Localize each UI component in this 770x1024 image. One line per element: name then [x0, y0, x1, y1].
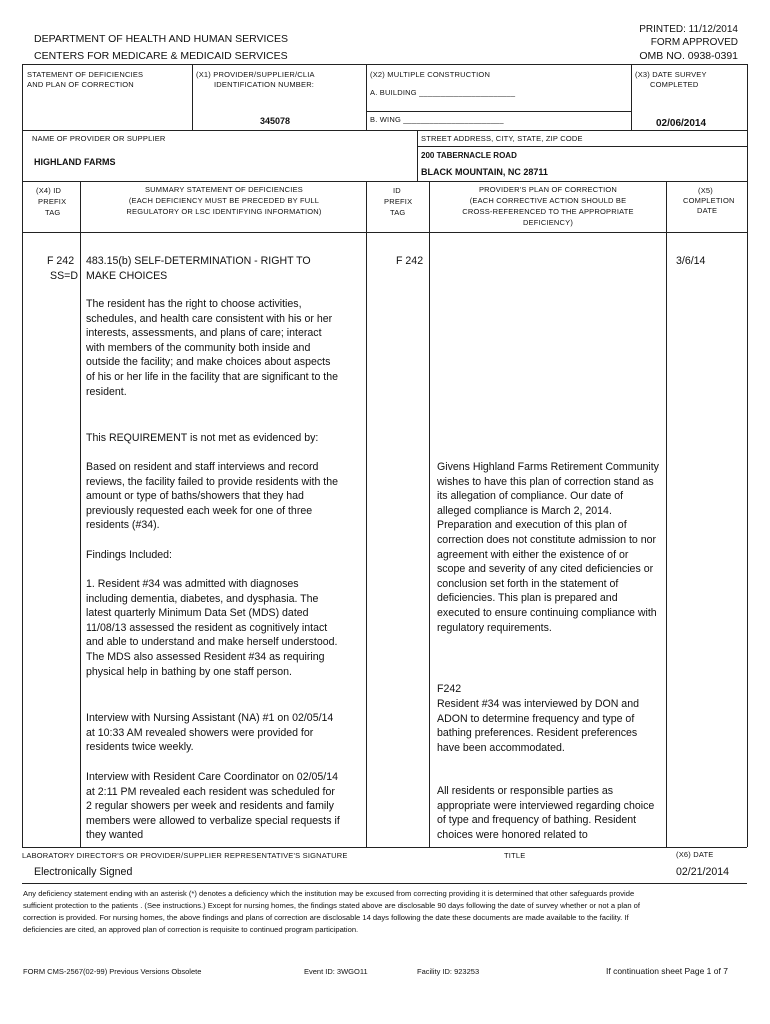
building-line: A. BUILDING ______________________	[370, 88, 516, 97]
x4-id-label: (X4) ID	[36, 186, 62, 195]
facility-id: Facility ID: 923253	[417, 967, 480, 976]
x6-date-label: (X6) DATE	[676, 850, 714, 859]
x4-prefix-label: PREFIX	[38, 197, 67, 206]
wing-line: B. WING _______________________	[370, 115, 504, 124]
x1-label: (X1) PROVIDER/SUPPLIER/CLIA	[196, 70, 315, 79]
rule	[429, 181, 430, 847]
disclosure-footnote: Any deficiency statement ending with an asterisk (*) denotes a deficiency which the institution may be excused from correcting providing it is determined that other safeguards provide sufficient protection to the patients . (See instructions.) Except for nursing homes, the findings stated above are disclosable 90 days following the date of survey whether or not a plan of correction is provided. For nursing homes, the above findings and plans of correction are disclosable 14 days following the date these documents are made available to the facility. If deficiencies are cited, an approved plan of correction is requisite to continued program participation.	[23, 889, 640, 934]
rule	[631, 64, 632, 130]
findings-heading: Findings Included:	[86, 549, 172, 561]
rule	[22, 232, 747, 233]
requirement-statement: This REQUIREMENT is not met as evidenced by:	[86, 432, 319, 444]
prefix-label: PREFIX	[384, 197, 413, 206]
plan-paragraph: Givens Highland Farms Retirement Community wishes to have this plan of correction stand as its allegation of compliance. Our date of alleged compliance is March 2, 2014. Preparation and execution of this plan of correction does not constitute admission to nor agreement with either the existence of or scope and severity of any cited deficiencies or conclusion set forth in the statement of deficiencies. This plan is prepared and executed to ensure continuing compliance with regulatory requirements.	[437, 461, 659, 634]
tag-label: TAG	[390, 208, 406, 217]
finding-paragraph: Interview with Nursing Assistant (NA) #1 on 02/05/14 at 10:33 AM revealed showers were provided for residents twice weekly.	[86, 712, 334, 754]
omb-number: OMB NO. 0938-0391	[639, 50, 738, 62]
title-label: TITLE	[504, 851, 526, 860]
city-state-zip: BLACK MOUNTAIN, NC 28711	[421, 167, 548, 177]
summary-header: SUMMARY STATEMENT OF DEFICIENCIES (EACH DEFICIENCY MUST BE PRECEDED BY FULL REGULATORY OR LSC IDENTIFYING INFORMATION)	[126, 185, 322, 216]
id-label: ID	[393, 186, 401, 195]
form-approved: FORM APPROVED	[650, 37, 738, 48]
x2-label: (X2) MULTIPLE CONSTRUCTION	[370, 70, 491, 79]
survey-date: 02/06/2014	[656, 118, 707, 129]
address-label: STREET ADDRESS, CITY, STATE, ZIP CODE	[421, 134, 583, 143]
signature-label: LABORATORY DIRECTOR'S OR PROVIDER/SUPPLIER REPRESENTATIVE'S SIGNATURE	[22, 851, 348, 860]
plan-heading: F242	[437, 683, 462, 695]
rule	[22, 64, 747, 65]
signature-date: 02/21/2014	[676, 866, 730, 878]
rule	[417, 130, 418, 181]
completion-date: 3/6/14	[676, 255, 706, 267]
provider-id: 345078	[260, 116, 291, 126]
deficiency-tag: F 242	[47, 255, 75, 267]
event-id: Event ID: 3WGO11	[304, 967, 368, 976]
rule	[366, 181, 367, 847]
plan-paragraph: Resident #34 was interviewed by DON and ADON to determine frequency and type of bathing preferences. Resident preferences have been accommodated.	[437, 698, 639, 754]
rule	[192, 64, 193, 130]
form-number: FORM CMS-2567(02-99) Previous Versions Obsolete	[23, 967, 202, 976]
x1-label: IDENTIFICATION NUMBER:	[214, 80, 315, 89]
x3-label: COMPLETED	[650, 80, 699, 89]
plan-tag: F 242	[396, 255, 424, 267]
finding-paragraph: Interview with Resident Care Coordinator on 02/05/14 at 2:11 PM revealed each resident was scheduled for 2 regular showers per week and residents and family members were allowed to verbalize special requests if they wanted	[86, 771, 340, 842]
rule	[366, 111, 631, 112]
rule	[22, 883, 747, 884]
plan-paragraph: All residents or responsible parties as appropriate were interviewed regarding choice of type and frequency of bathing. Resident choices were honored related to	[437, 785, 655, 841]
statement-label: AND PLAN OF CORRECTION	[27, 80, 134, 89]
finding-paragraph: 1. Resident #34 was admitted with diagnoses including dementia, diabetes, and dysphasia. The latest quarterly Minimum Data Set (MDS) dated 11/08/13 assessed the resident as cognitively intact and able to understand and make herself understood. The MDS also assessed Resident #34 as requiring physical help in bathing by one staff person.	[86, 578, 338, 678]
rule	[80, 181, 81, 847]
regulation-text: The resident has the right to choose activities, schedules, and health care consistent with his or her interests, assessments, and plans of care; interact with members of the community both inside and outside the facility; and make choices about aspects of his or her life in the facility that are significant to the resident.	[86, 298, 339, 398]
provider-name: HIGHLAND FARMS	[34, 157, 116, 167]
rule	[22, 847, 747, 848]
printed-date: PRINTED: 11/12/2014	[639, 24, 738, 35]
page-indicator: If continuation sheet Page 1 of 7	[606, 966, 728, 976]
rule	[22, 130, 747, 131]
x5-label: (X5)	[698, 186, 713, 195]
findings-summary: Based on resident and staff interviews and record reviews, the facility failed to provide residents with the amount or type of baths/showers that they had previously requested each week for one of three residents (#34).	[86, 461, 339, 532]
department-name: DEPARTMENT OF HEALTH AND HUMAN SERVICES	[34, 33, 288, 45]
rule	[417, 146, 747, 147]
regulation-title: MAKE CHOICES	[86, 270, 168, 282]
x5-label: DATE	[697, 206, 718, 215]
street-address: 200 TABERNACLE ROAD	[421, 151, 517, 160]
scope-severity: SS=D	[50, 270, 78, 282]
provider-name-label: NAME OF PROVIDER OR SUPPLIER	[32, 134, 166, 143]
agency-name: CENTERS FOR MEDICARE & MEDICAID SERVICES	[34, 50, 288, 62]
x5-label: COMPLETION	[683, 196, 735, 205]
rule	[22, 64, 23, 847]
rule	[22, 181, 747, 182]
regulation-title: 483.15(b) SELF-DETERMINATION - RIGHT TO	[86, 255, 311, 267]
rule	[366, 64, 367, 130]
x4-tag-label: TAG	[45, 208, 61, 217]
x3-label: (X3) DATE SURVEY	[635, 70, 707, 79]
rule	[666, 181, 667, 847]
rule	[747, 64, 748, 847]
statement-label: STATEMENT OF DEFICIENCIES	[27, 70, 144, 79]
signature-value: Electronically Signed	[34, 866, 133, 878]
plan-header: PROVIDER'S PLAN OF CORRECTION (EACH CORRECTIVE ACTION SHOULD BE CROSS-REFERENCED TO THE APPROPRIATE DEFICIENCY)	[462, 185, 634, 227]
